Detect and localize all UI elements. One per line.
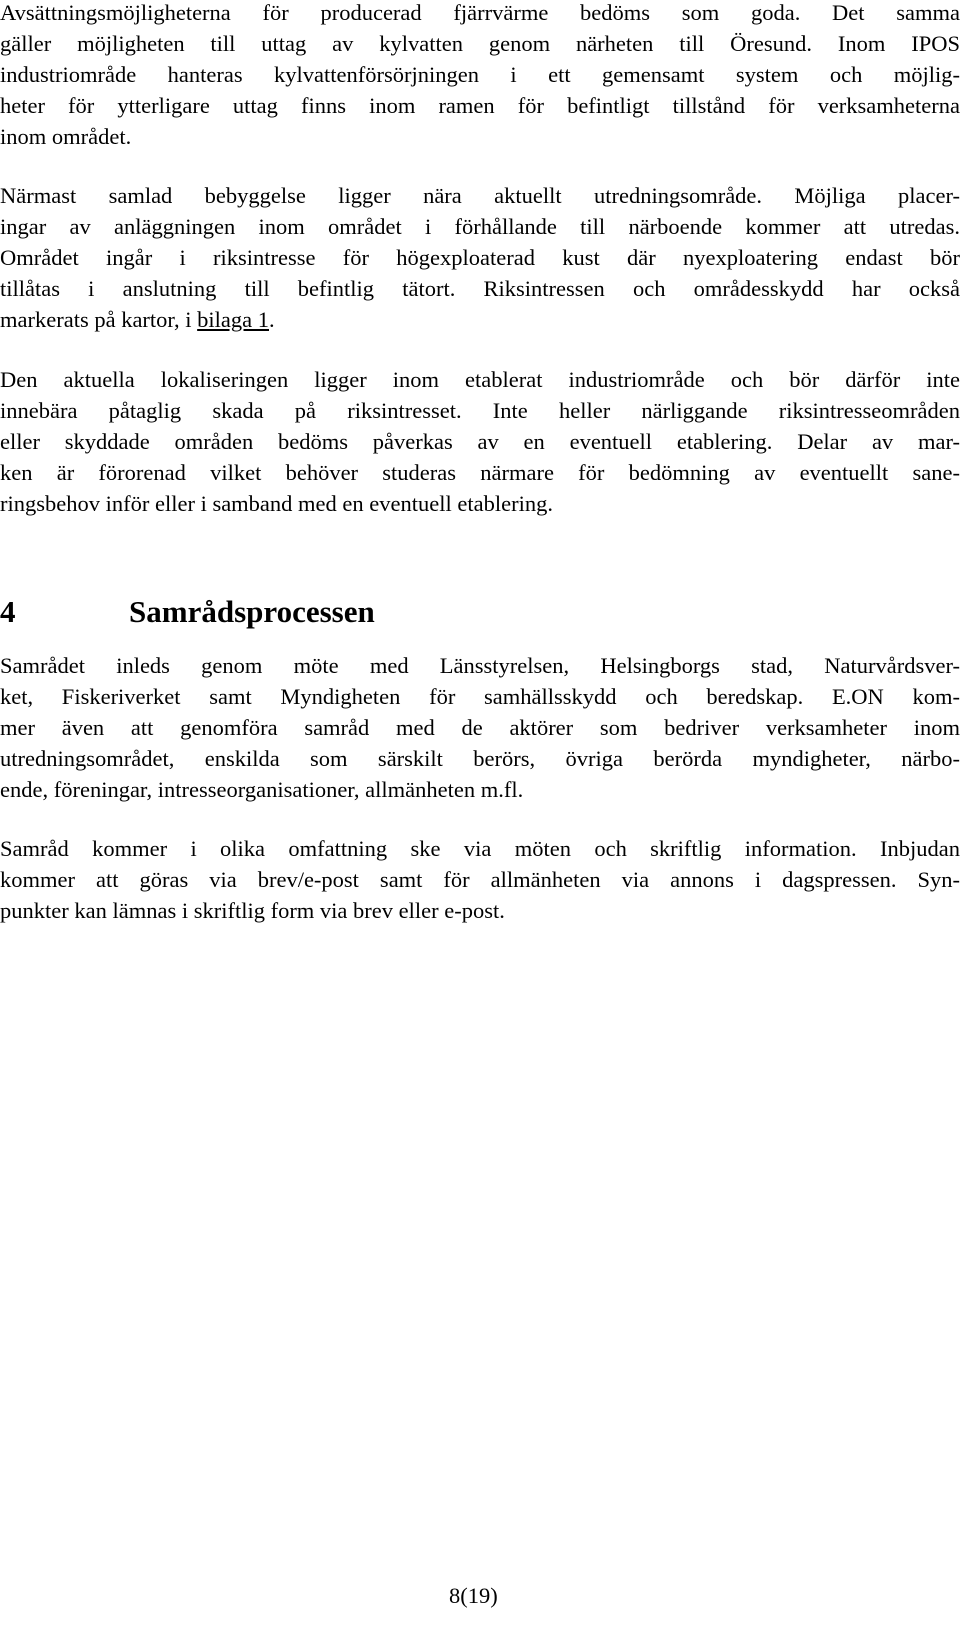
text-line: kommer att göras via brev/e-post samt för allmänheten via annons i dagspressen. Syn-: [0, 867, 960, 892]
section-number: 4: [0, 594, 16, 629]
text-line: utredningsområdet, enskilda som särskilt berörs, övriga berörda myndigheter, närbo-: [0, 746, 960, 771]
text-line: ken är förorenad vilket behöver studeras närmare för bedömning av eventuellt sane-: [0, 460, 960, 485]
text-line: gäller möjligheten till uttag av kylvatten genom närheten till Öresund. Inom IPOS: [0, 31, 960, 56]
paragraph-district-heating: [0, 0, 960, 152]
text-line: ket, Fiskeriverket samt Myndigheten för samhällsskydd och beredskap. E.ON kom-: [0, 684, 960, 709]
text-line: Samrådet inleds genom möte med Länsstyrelsen, Helsingborgs stad, Naturvårdsver-: [0, 653, 960, 678]
paragraph-consultation: [0, 650, 960, 805]
text-line: ende, föreningar, intresseorganisationer, allmänheten m.fl.: [0, 777, 524, 802]
text-line: Närmast samlad bebyggelse ligger nära aktuellt utredningsområde. Möjliga placer-: [0, 183, 960, 208]
text-line: Området ingår i riksintresse för högexploaterad kust där nyexploatering endast bör: [0, 245, 960, 270]
text-line: [0, 304, 960, 335]
text-line: innebära påtaglig skada på riksintresset. Inte heller närliggande riksintresseområden: [0, 398, 960, 423]
text-line: punkter kan lämnas i skriftlig form via brev eller e-post.: [0, 898, 505, 923]
text-line: Samråd kommer i olika omfattning ske via möten och skriftlig information. Inbjudan: [0, 836, 960, 861]
paragraph-consultation-forms: [0, 833, 960, 926]
text-line: Avsättningsmöjligheterna för producerad fjärrvärme bedöms som goda. Det samma: [0, 0, 960, 25]
page-number: 8(19): [449, 1583, 498, 1608]
text-fragment: .: [269, 307, 275, 332]
text-line: ingar av anläggningen inom området i förhållande till närboende kommer att utredas.: [0, 214, 960, 239]
text-line: industriområde hanteras kylvattenförsörjningen i ett gemensamt system och möjlig-: [0, 62, 960, 87]
text-line: tillåtas i anslutning till befintlig tätort. Riksintressen och områdesskydd har också: [0, 276, 960, 301]
paragraph-settlement: [0, 180, 960, 335]
text-line: inom området.: [0, 124, 132, 149]
text-line: mer även att genomföra samråd med de aktörer som bedriver verksamheter inom: [0, 715, 960, 740]
text-line: eller skyddade områden bedöms påverkas av en eventuell etablering. Delar av mar-: [0, 429, 960, 454]
paragraph-localisation: [0, 364, 960, 519]
appendix-link[interactable]: bilaga 1: [197, 307, 269, 332]
text-line: heter för ytterligare uttag finns inom ramen för befintligt tillstånd för verksamheterna: [0, 93, 960, 118]
section-title: Samrådsprocessen: [129, 594, 375, 629]
text-line: Den aktuella lokaliseringen ligger inom etablerat industriområde och bör därför inte: [0, 367, 960, 392]
text-fragment: markerats på kartor, i: [0, 307, 198, 332]
text-line: ringsbehov inför eller i samband med en eventuell etablering.: [0, 491, 553, 516]
